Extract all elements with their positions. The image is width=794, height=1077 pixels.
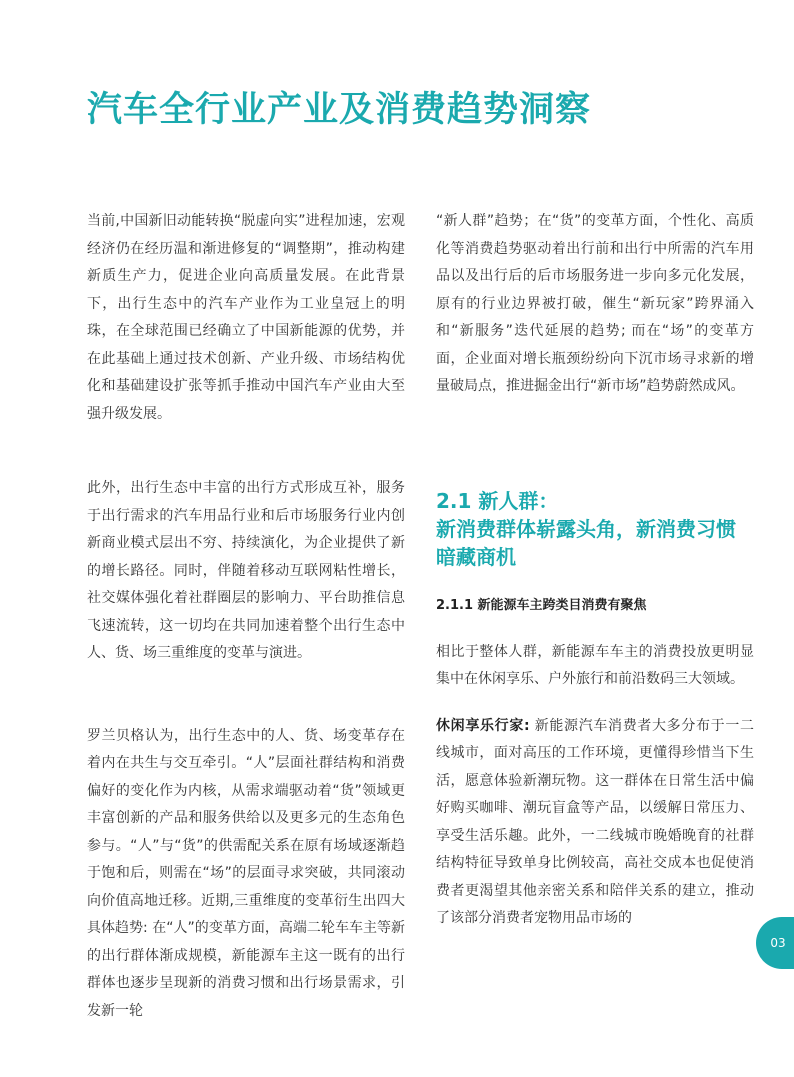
section-heading-text: 新消费群体崭露头角，新消费习惯暗藏商机: [436, 516, 736, 569]
page-number-tab: [756, 917, 794, 969]
sub-heading: 2.1.1 新能源车主跨类目消费有聚焦: [436, 597, 647, 613]
right-column: [436, 208, 754, 933]
section-heading: [436, 487, 754, 571]
page-title: 汽车全行业产业及消费趋势洞察: [87, 90, 592, 130]
paragraph: 当前,中国新旧动能转换“脱虚向实”进程加速，宏观经济仍在经历温和渐进修复的“调整期”，推动构建新质生产力，促进企业向高质量发展。在此背景下，出行生态中的汽车产业作为工业皇冠上的明珠，在全球范围已经确立了中国新能源的优势，并在此基础上通过技术创新、产业升级、市场结构优化和基础建设扩张等抓手推动中国汽车产业由大至强升级发展。: [87, 213, 405, 422]
paragraph: 此外，出行生态中丰富的出行方式形成互补，服务于出行需求的汽车用品行业和后市场服务行业内创新商业模式层出不穷、持续演化，为企业提供了新的增长路径。同时，伴随着移动互联网粘性增长，社交媒体强化着社群圈层的影响力、平台助推信息飞速流转，这一切均在共同加速着整个出行生态中人、货、场三重维度的变革与演进。: [87, 480, 405, 661]
left-column: [87, 208, 405, 1025]
paragraph: “新人群”趋势；在“货”的变革方面，个性化、高质化等消费趋势驱动着出行前和出行中所需的汽车用品以及出行后的后市场服务进一步向多元化发展，原有的行业边界被打破，催生“新玩家”跨界涌入和“新服务”迭代延展的趋势; 而在“场”的变革方面，企业面对增长瓶颈纷纷向下沉市场寻求新的增量破局点，推进掘金出行“新市场”趋势蔚然成风。: [436, 213, 754, 394]
paragraph: [436, 713, 754, 933]
paragraph: 罗兰贝格认为，出行生态中的人、货、场变革存在着内在共生与交互牵引。“人”层面社群结构和消费偏好的变化作为内核，从需求端驱动着“货”领域更丰富创新的产品和服务供给以及更多元的生态角色参与。“人”与“货”的供需配关系在原有场域逐渐趋于饱和后，则需在“场”的层面寻求突破，共同滚动向价值高地迁移。近期,三重维度的变革衍生出四大具体趋势: 在“人”的变革方面，高端二轮车车主等新的出行群体渐成规模，新能源车主这一既有的出行群体也逐步呈现新的消费习惯和出行场景需求，引发新一轮: [87, 727, 405, 1019]
page-number: 03: [770, 936, 786, 950]
paragraph: 相比于整体人群，新能源车车主的消费投放更明显集中在休闲享乐、户外旅行和前沿数码三大领域。: [436, 643, 754, 687]
section-heading-number: 2.1 新人群：: [436, 488, 559, 513]
paragraph-body: 新能源汽车消费者大多分布于一二线城市，面对高压的工作环境，更懂得珍惜当下生活，愿意体验新潮玩物。这一群体在日常生活中偏好购买咖啡、潮玩盲盒等产品，以缓解日常压力、享受生活乐趣。此外，一二线城市晚婚晚育的社群结构特征导致单身比例较高，高社交成本也促使消费者更渴望其他亲密关系和陪伴关系的建立，推动了该部分消费者宠物用品市场的: [436, 717, 754, 926]
paragraph-lead: 休闲享乐行家:: [436, 717, 530, 734]
